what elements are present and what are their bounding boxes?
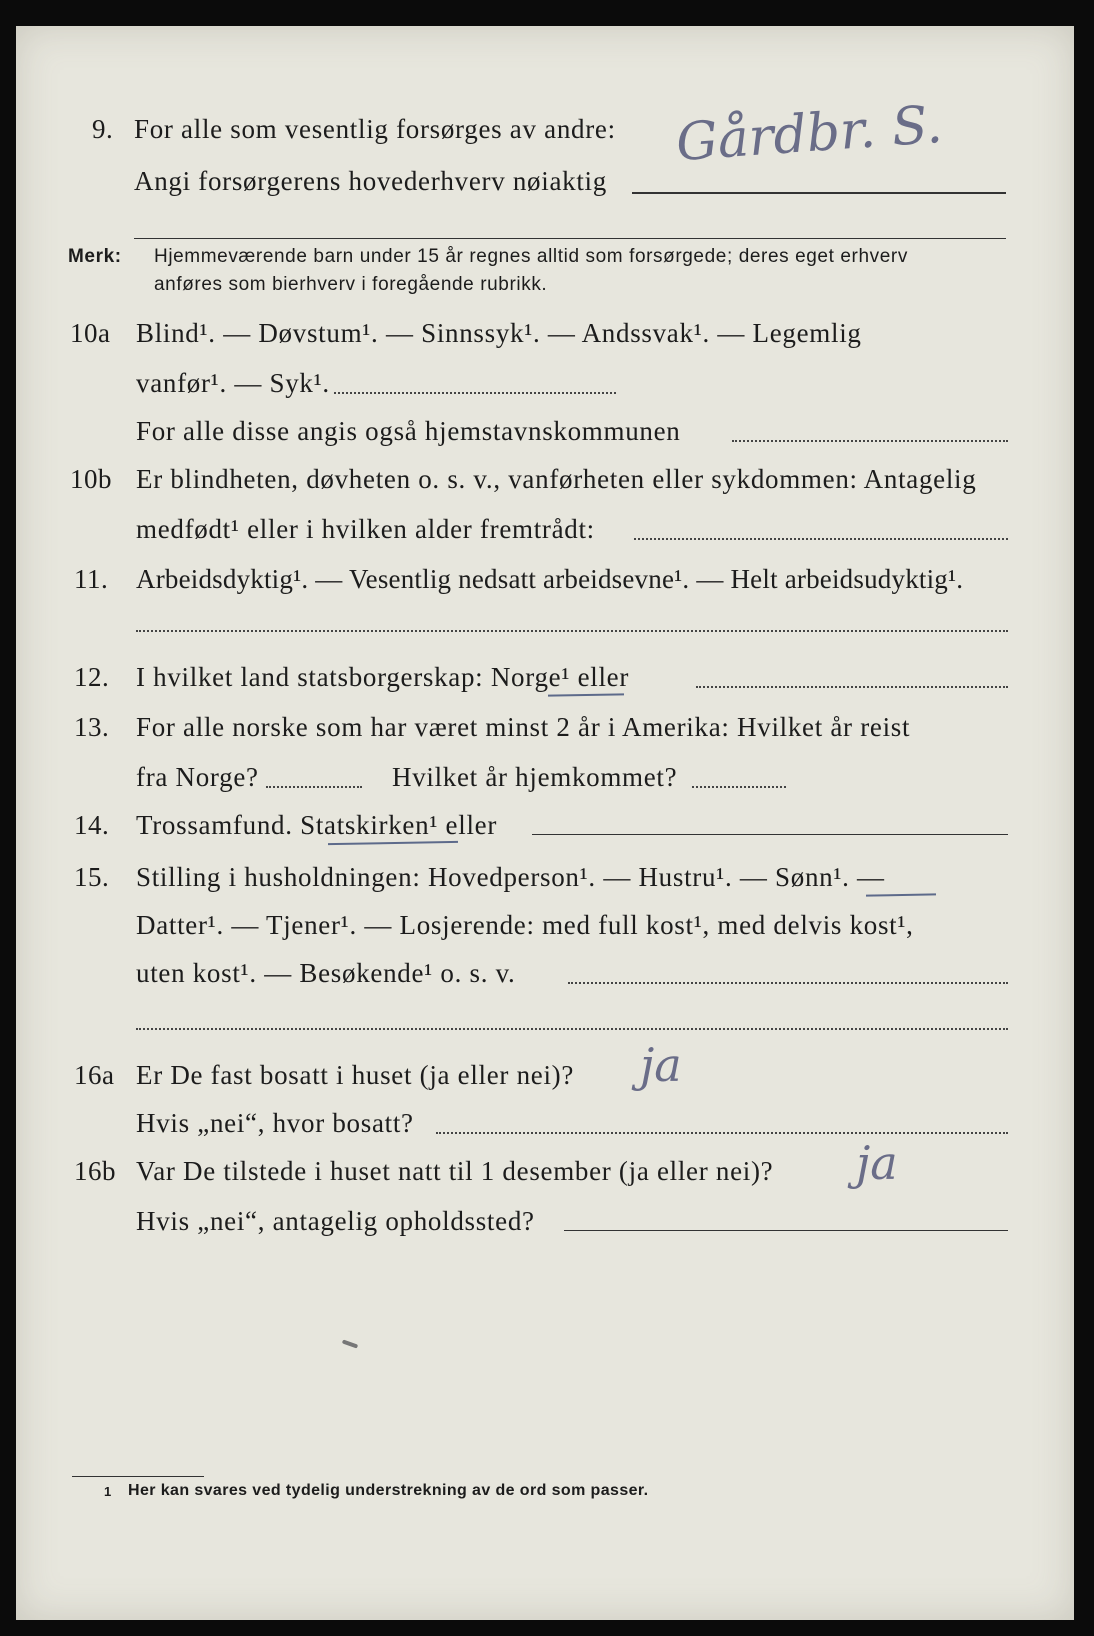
q15-text-line3: uten kost¹. — Besøkende¹ o. s. v. xyxy=(136,958,516,988)
q10a-answer-line2 xyxy=(732,440,1008,442)
q15-number: 15. xyxy=(74,862,110,892)
q9-handwritten-answer: Gårdbr. S. xyxy=(674,94,945,174)
q15-sonn-underline xyxy=(866,893,936,896)
q16a-text-line2: Hvis „nei“, hvor bosatt? xyxy=(136,1108,414,1138)
q9-text-line2: Angi forsørgerens hovederhverv nøiaktig xyxy=(134,166,607,196)
q14-answer-line xyxy=(532,834,1008,835)
q10a-text-line1: Blind¹. — Døvstum¹. — Sinnssyk¹. — Andssvak¹. — Legemlig xyxy=(136,318,862,348)
q13-number: 13. xyxy=(74,712,110,742)
q11-number: 11. xyxy=(74,564,109,594)
q16b-number: 16b xyxy=(74,1156,116,1186)
footnote-rule xyxy=(72,1476,204,1477)
q16b-text-line2: Hvis „nei“, antagelig opholdssted? xyxy=(136,1206,535,1236)
q13-answer-line1 xyxy=(266,786,362,788)
q12-text-line1: I hvilket land statsborgerskap: Norge¹ eller xyxy=(136,662,630,692)
q9-text-line1: For alle som vesentlig forsørges av andre: xyxy=(134,114,616,144)
merk-text-line2: anføres som bierhverv i foregående rubrikk. xyxy=(154,274,548,295)
q13-text-line1: For alle norske som har været minst 2 år i Amerika: Hvilket år reist xyxy=(136,712,911,742)
q13-text-line2b: Hvilket år hjemkommet? xyxy=(392,762,678,792)
q16a-answer-line xyxy=(436,1132,1008,1134)
q16b-text-line1: Var De tilstede i huset natt til 1 desember (ja eller nei)? xyxy=(136,1156,774,1186)
q12-answer-line xyxy=(696,686,1008,688)
q16b-handwritten-answer: ja xyxy=(856,1136,898,1190)
q10b-answer-line xyxy=(634,538,1008,540)
q15-text-line1: Stilling i husholdningen: Hovedperson¹. — Hustru¹. — Sønn¹. — xyxy=(136,862,885,892)
q14-text-line1: Trossamfund. Statskirken¹ eller xyxy=(136,810,498,840)
footnote-mark: 1 xyxy=(104,1484,112,1499)
q10b-number: 10b xyxy=(70,464,112,494)
q15-answer-line2 xyxy=(136,1028,1008,1030)
q16a-text-line1: Er De fast bosatt i huset (ja eller nei)? xyxy=(136,1060,575,1090)
q15-answer-line1 xyxy=(568,982,1008,984)
q16b-answer-line xyxy=(564,1230,1008,1231)
census-form-page xyxy=(16,26,1074,1620)
q10a-text-line3: For alle disse angis også hjemstavnskommunen xyxy=(136,416,681,446)
q10b-text-line2: medfødt¹ eller i hvilken alder fremtrådt: xyxy=(136,514,595,544)
q11-answer-line xyxy=(136,630,1008,632)
q16a-handwritten-answer: ja xyxy=(640,1038,682,1092)
q15-text-line2: Datter¹. — Tjener¹. — Losjerende: med full kost¹, med delvis kost¹, xyxy=(136,910,914,940)
q10a-text-line2: vanfør¹. — Syk¹. xyxy=(136,368,330,398)
merk-text-line1: Hjemmeværende barn under 15 år regnes alltid som forsørgede; deres eget erhverv xyxy=(154,246,908,267)
q12-norge-underline xyxy=(548,693,624,696)
q9-answer-line2 xyxy=(134,238,1006,239)
ink-mark xyxy=(342,1339,358,1348)
q14-number: 14. xyxy=(74,810,110,840)
q14-statskirken-underline xyxy=(328,841,458,845)
q16a-number: 16a xyxy=(74,1060,115,1090)
footnote-text: Her kan svares ved tydelig understrekning av de ord som passer. xyxy=(128,1482,649,1499)
q10b-text-line1: Er blindheten, døvheten o. s. v., vanførheten eller sykdommen: Antagelig xyxy=(136,464,977,494)
q11-text-line1: Arbeidsdyktig¹. — Vesentlig nedsatt arbeidsevne¹. — Helt arbeidsudyktig¹. xyxy=(136,564,964,594)
q13-answer-line2 xyxy=(692,786,786,788)
merk-label: Merk: xyxy=(68,246,122,267)
q9-answer-line xyxy=(632,192,1006,194)
q10a-number: 10a xyxy=(70,318,111,348)
q12-number: 12. xyxy=(74,662,110,692)
q9-number: 9. xyxy=(92,114,114,144)
q10a-answer-line1 xyxy=(334,392,616,394)
q13-text-line2a: fra Norge? xyxy=(136,762,259,792)
